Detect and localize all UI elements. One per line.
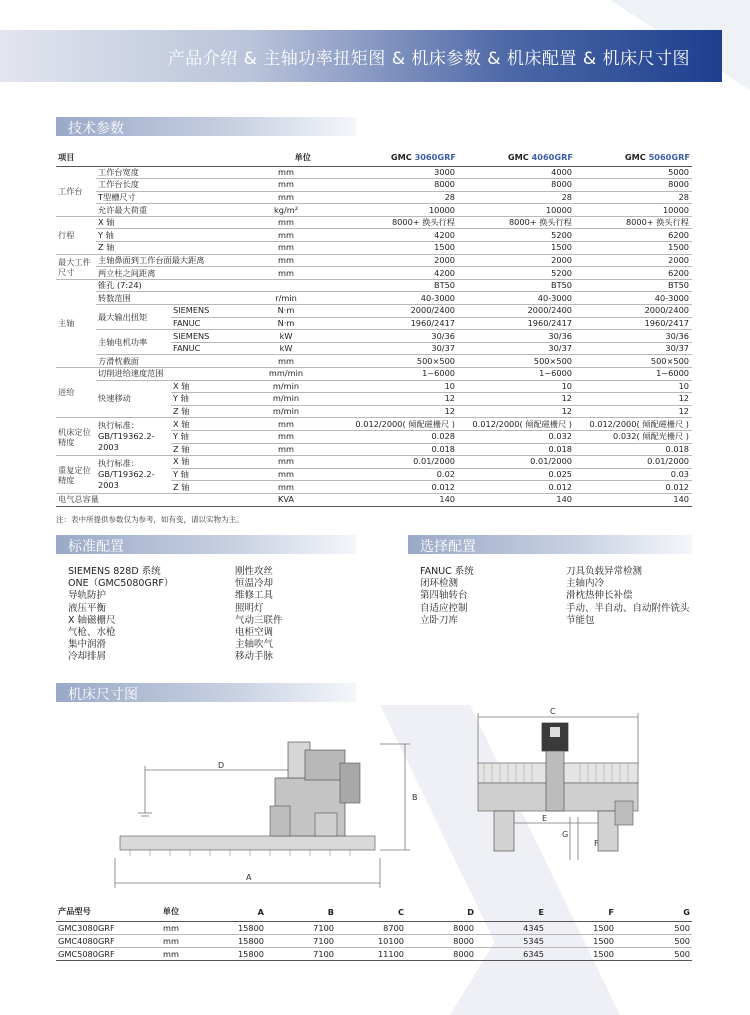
table-cell: 8000+ 换头行程 bbox=[575, 216, 692, 229]
table-cell: 1500 bbox=[546, 947, 616, 960]
table-cell: 7100 bbox=[266, 934, 336, 947]
list-item: 气枪、水枪 bbox=[68, 627, 116, 639]
list-item: 主轴内冷 bbox=[566, 578, 605, 590]
table-row bbox=[56, 921, 692, 934]
table-cell: 1500 bbox=[458, 242, 575, 255]
table-cell: m/min bbox=[231, 405, 341, 418]
dims-header-a: A bbox=[206, 903, 266, 921]
table-cell: 5000 bbox=[575, 166, 692, 179]
dimension-label-e: E bbox=[542, 814, 548, 823]
group-label-maxwork: 最大工件尺寸 bbox=[56, 254, 96, 279]
table-cell: 12 bbox=[458, 393, 575, 406]
table-cell: 1960/2417 bbox=[341, 317, 458, 330]
table-cell: mm bbox=[231, 443, 341, 456]
table-cell: 主轴电机功率 bbox=[96, 330, 171, 355]
dimensions-table bbox=[56, 903, 692, 961]
table-cell: mm bbox=[136, 921, 206, 934]
dims-header-unit: 单位 bbox=[136, 903, 206, 921]
table-cell: mm bbox=[231, 355, 341, 368]
table-cell: 10100 bbox=[336, 934, 406, 947]
table-cell: 1500 bbox=[341, 242, 458, 255]
table-cell: 30/37 bbox=[341, 342, 458, 355]
table-cell: mm/min bbox=[231, 368, 341, 381]
table-cell: 15800 bbox=[206, 947, 266, 960]
table-cell: Z 轴 bbox=[171, 481, 231, 494]
dims-header-row bbox=[56, 903, 692, 921]
table-cell: 0.01/2000 bbox=[575, 456, 692, 469]
table-cell: 1500 bbox=[546, 921, 616, 934]
table-cell: 5200 bbox=[458, 267, 575, 280]
table-cell: 12 bbox=[575, 393, 692, 406]
list-item: X 轴磁栅尺 bbox=[68, 614, 116, 626]
table-cell: 12 bbox=[575, 405, 692, 418]
table-cell: 0.018 bbox=[575, 443, 692, 456]
table-cell: mm bbox=[231, 267, 341, 280]
table-cell: mm bbox=[231, 229, 341, 242]
table-cell: kW bbox=[231, 330, 341, 343]
table-cell: 500×500 bbox=[341, 355, 458, 368]
dims-header-f: F bbox=[546, 903, 616, 921]
list-item: 集中润滑 bbox=[68, 639, 107, 651]
table-cell: 140 bbox=[575, 493, 692, 506]
group-label-feed: 进给 bbox=[56, 368, 96, 418]
table-cell: 7100 bbox=[266, 921, 336, 934]
section-header-tech bbox=[56, 117, 356, 136]
table-cell: 0.01/2000 bbox=[341, 456, 458, 469]
table-cell: 1500 bbox=[546, 934, 616, 947]
table-cell: 12 bbox=[341, 405, 458, 418]
standard-config-col1 bbox=[68, 566, 173, 664]
table-cell: 8000+ 换头行程 bbox=[341, 216, 458, 229]
table-row bbox=[56, 368, 692, 381]
table-cell: 工作台长度 bbox=[96, 179, 231, 192]
list-item: 冷却排屑 bbox=[68, 651, 107, 663]
table-cell: 4000 bbox=[458, 166, 575, 179]
table-cell: 0.012 bbox=[575, 481, 692, 494]
table-cell: 500×500 bbox=[458, 355, 575, 368]
table-row bbox=[56, 267, 692, 280]
section-title-optional: 选择配置 bbox=[420, 539, 476, 555]
table-cell: 0.018 bbox=[341, 443, 458, 456]
list-item: 维修工具 bbox=[235, 590, 274, 602]
list-item: 恒温冷却 bbox=[235, 578, 274, 590]
table-row bbox=[56, 380, 692, 393]
table-row bbox=[56, 191, 692, 204]
dims-header-b: B bbox=[266, 903, 336, 921]
list-item: SIEMENS 828D 系统 bbox=[68, 566, 161, 577]
list-item: ONE（GMC5080GRF） bbox=[68, 578, 174, 590]
table-cell: mm bbox=[231, 191, 341, 204]
table-cell: mm bbox=[136, 947, 206, 960]
table-cell: mm bbox=[231, 468, 341, 481]
table-cell bbox=[231, 279, 341, 292]
dims-header-g: G bbox=[616, 903, 692, 921]
side-view-drawing bbox=[110, 728, 430, 898]
table-row bbox=[56, 947, 692, 960]
table-cell: 8000 bbox=[406, 934, 476, 947]
table-cell: 两立柱之间距离 bbox=[96, 267, 231, 280]
table-cell: 0.018 bbox=[458, 443, 575, 456]
table-cell: 1~6000 bbox=[341, 368, 458, 381]
list-item: 节能包 bbox=[566, 614, 595, 626]
table-cell: 快速移动 bbox=[96, 380, 171, 418]
standard-config-col2 bbox=[235, 566, 283, 664]
table-cell: 11100 bbox=[336, 947, 406, 960]
table-cell: Y 轴 bbox=[171, 430, 231, 443]
table-cell: 10000 bbox=[341, 204, 458, 217]
table-row bbox=[56, 179, 692, 192]
table-cell: 28 bbox=[575, 191, 692, 204]
table-cell: 0.03 bbox=[575, 468, 692, 481]
table-cell: BT50 bbox=[458, 279, 575, 292]
table-cell: 10 bbox=[575, 380, 692, 393]
table-cell: kg/m² bbox=[231, 204, 341, 217]
table-cell: 方滑枕截面 bbox=[96, 355, 231, 368]
section-title-standard: 标准配置 bbox=[68, 539, 124, 555]
table-cell: 30/37 bbox=[575, 342, 692, 355]
spec-header-item: 项目 bbox=[56, 150, 96, 166]
list-item: 刚性攻丝 bbox=[235, 566, 274, 577]
list-item: 气动三联件 bbox=[235, 614, 283, 626]
table-row bbox=[56, 355, 692, 368]
spec-header-unit: 单位 bbox=[231, 150, 341, 166]
table-cell: 允许最大荷重 bbox=[96, 204, 231, 217]
table-cell: 1~6000 bbox=[458, 368, 575, 381]
table-cell: X 轴 bbox=[171, 418, 231, 431]
optional-config-col2 bbox=[566, 566, 690, 627]
table-cell: r/min bbox=[231, 292, 341, 305]
table-cell: FANUC bbox=[171, 317, 231, 330]
table-cell: GMC4080GRF bbox=[56, 934, 136, 947]
table-cell: 2000/2400 bbox=[341, 305, 458, 318]
table-cell: 0.032 bbox=[458, 430, 575, 443]
table-row bbox=[56, 229, 692, 242]
table-cell: 30/36 bbox=[458, 330, 575, 343]
dimension-label-b: B bbox=[412, 793, 418, 802]
table-cell: Z 轴 bbox=[96, 242, 231, 255]
table-cell: N·m bbox=[231, 305, 341, 318]
table-cell: N·m bbox=[231, 317, 341, 330]
table-cell: 40-3000 bbox=[458, 292, 575, 305]
section-header-standard bbox=[56, 535, 356, 554]
table-cell: SIEMENS bbox=[171, 330, 231, 343]
spec-table bbox=[56, 150, 692, 507]
table-cell: 4200 bbox=[341, 229, 458, 242]
table-cell: 4200 bbox=[341, 267, 458, 280]
table-cell: 500 bbox=[616, 921, 692, 934]
table-cell: Z 轴 bbox=[171, 443, 231, 456]
table-cell: 0.025 bbox=[458, 468, 575, 481]
table-cell: 8000+ 换头行程 bbox=[458, 216, 575, 229]
table-cell: X 轴 bbox=[171, 456, 231, 469]
table-cell: FANUC bbox=[171, 342, 231, 355]
table-row bbox=[56, 254, 692, 267]
table-cell: mm bbox=[231, 179, 341, 192]
group-label-workbench: 工作台 bbox=[56, 166, 96, 216]
table-cell: 锥孔 (7:24) bbox=[96, 279, 231, 292]
table-cell: m/min bbox=[231, 380, 341, 393]
table-cell: 主轴鼻面到工作台面最大距离 bbox=[96, 254, 231, 267]
page-title: 产品介绍 & 主轴功率扭矩图 & 机床参数 & 机床配置 & 机床尺寸图 bbox=[167, 49, 690, 69]
table-cell: Y 轴 bbox=[96, 229, 231, 242]
dimension-label-c: C bbox=[550, 707, 556, 716]
table-cell: 8000 bbox=[458, 179, 575, 192]
list-item: 自适应控制 bbox=[420, 602, 468, 614]
list-item: 手动、半自动、自动附件铣头 bbox=[566, 602, 690, 614]
table-cell: mm bbox=[231, 242, 341, 255]
spec-note: 注：表中所提供参数仅为参考，如有变，请以实物为主。 bbox=[56, 515, 244, 524]
table-cell: mm bbox=[136, 934, 206, 947]
table-cell: SIEMENS bbox=[171, 305, 231, 318]
table-cell: 2000 bbox=[341, 254, 458, 267]
table-cell: X 轴 bbox=[96, 216, 231, 229]
table-cell: 10000 bbox=[458, 204, 575, 217]
table-row bbox=[56, 204, 692, 217]
table-cell: mm bbox=[231, 216, 341, 229]
table-cell: 1960/2417 bbox=[575, 317, 692, 330]
header-banner bbox=[0, 30, 722, 82]
table-cell: 5200 bbox=[458, 229, 575, 242]
table-cell: 40-3000 bbox=[575, 292, 692, 305]
table-cell: 8000 bbox=[575, 179, 692, 192]
table-cell: 10 bbox=[458, 380, 575, 393]
table-cell: Y 轴 bbox=[171, 468, 231, 481]
table-cell: T型槽尺寸 bbox=[96, 191, 231, 204]
table-cell: 执行标准：GB/T19362.2-2003 bbox=[96, 456, 171, 494]
table-cell: 2000/2400 bbox=[458, 305, 575, 318]
table-cell: 1960/2417 bbox=[458, 317, 575, 330]
table-cell: 6345 bbox=[476, 947, 546, 960]
spec-header-model-3: GMC 5060GRF bbox=[575, 150, 692, 166]
table-cell: mm bbox=[231, 254, 341, 267]
table-row bbox=[56, 279, 692, 292]
table-cell: 切削进给速度范围 bbox=[96, 368, 231, 381]
table-cell: 15800 bbox=[206, 921, 266, 934]
table-cell: 6200 bbox=[575, 267, 692, 280]
spec-header-model-1: GMC 3060GRF bbox=[341, 150, 458, 166]
table-cell: 0.012 bbox=[458, 481, 575, 494]
group-label-travel: 行程 bbox=[56, 216, 96, 254]
table-cell: 0.012/2000( 倾配磁栅尺 ) bbox=[575, 418, 692, 431]
table-row bbox=[56, 305, 692, 318]
table-cell: BT50 bbox=[575, 279, 692, 292]
table-cell: 0.012 bbox=[341, 481, 458, 494]
table-cell: 7100 bbox=[266, 947, 336, 960]
group-label-spindle: 主轴 bbox=[56, 279, 96, 367]
table-cell: 2000/2400 bbox=[575, 305, 692, 318]
table-cell: 4345 bbox=[476, 921, 546, 934]
list-item: 照明灯 bbox=[235, 602, 264, 614]
table-cell: 10 bbox=[341, 380, 458, 393]
table-cell: 8000 bbox=[341, 179, 458, 192]
table-row bbox=[56, 216, 692, 229]
table-cell: 2000 bbox=[458, 254, 575, 267]
table-cell: 12 bbox=[458, 405, 575, 418]
section-header-optional bbox=[408, 535, 692, 554]
list-item: 导轨防护 bbox=[68, 590, 107, 602]
table-cell: 140 bbox=[341, 493, 458, 506]
list-item: 移动手脉 bbox=[235, 651, 274, 663]
group-label-power: 电气总容量 bbox=[56, 493, 231, 506]
front-view-drawing bbox=[470, 705, 645, 865]
table-cell: 1~6000 bbox=[575, 368, 692, 381]
table-cell: 500 bbox=[616, 934, 692, 947]
table-cell: 1500 bbox=[575, 242, 692, 255]
table-cell: 0.02 bbox=[341, 468, 458, 481]
table-cell: Y 轴 bbox=[171, 393, 231, 406]
table-cell: 0.028 bbox=[341, 430, 458, 443]
table-cell: mm bbox=[231, 430, 341, 443]
section-header-dimension bbox=[56, 683, 356, 702]
table-cell: GMC3080GRF bbox=[56, 921, 136, 934]
group-label-rep: 重复定位精度 bbox=[56, 456, 96, 494]
dims-header-c: C bbox=[336, 903, 406, 921]
table-cell: 转数范围 bbox=[96, 292, 231, 305]
table-cell: 8700 bbox=[336, 921, 406, 934]
table-cell: 3000 bbox=[341, 166, 458, 179]
section-title-dimension: 机床尺寸图 bbox=[68, 687, 138, 703]
spec-header-row bbox=[56, 150, 692, 166]
table-cell: kW bbox=[231, 342, 341, 355]
table-cell: X 轴 bbox=[171, 380, 231, 393]
table-cell: 500 bbox=[616, 947, 692, 960]
list-item: 主轴吹气 bbox=[235, 639, 274, 651]
table-cell: mm bbox=[231, 481, 341, 494]
table-cell: 8000 bbox=[406, 947, 476, 960]
table-cell: 6200 bbox=[575, 229, 692, 242]
table-cell: GMC5080GRF bbox=[56, 947, 136, 960]
table-cell: 最大输出扭矩 bbox=[96, 305, 171, 330]
table-row bbox=[56, 493, 692, 506]
table-row bbox=[56, 934, 692, 947]
table-cell: 140 bbox=[458, 493, 575, 506]
table-cell: 15800 bbox=[206, 934, 266, 947]
table-cell: 12 bbox=[341, 393, 458, 406]
dimension-label-a: A bbox=[246, 873, 252, 882]
table-cell: 工作台宽度 bbox=[96, 166, 231, 179]
list-item: 第四轴转台 bbox=[420, 590, 468, 602]
table-cell: 执行标准：GB/T19362.2-2003 bbox=[96, 418, 171, 456]
list-item: 立卧刀库 bbox=[420, 614, 459, 626]
table-cell: 30/36 bbox=[341, 330, 458, 343]
list-item: 滑枕热伸长补偿 bbox=[566, 590, 633, 602]
table-row bbox=[56, 418, 692, 431]
table-row bbox=[56, 456, 692, 469]
table-cell: 0.01/2000 bbox=[458, 456, 575, 469]
group-label-pos: 机床定位精度 bbox=[56, 418, 96, 456]
table-cell: 28 bbox=[341, 191, 458, 204]
dims-header-d: D bbox=[406, 903, 476, 921]
dimension-label-f: F bbox=[594, 839, 599, 848]
list-item: 闭环检测 bbox=[420, 578, 459, 590]
table-cell: mm bbox=[231, 166, 341, 179]
table-cell: 8000 bbox=[406, 921, 476, 934]
table-cell: 30/36 bbox=[575, 330, 692, 343]
table-cell: 10000 bbox=[575, 204, 692, 217]
table-cell: KVA bbox=[231, 493, 341, 506]
table-cell: 40-3000 bbox=[341, 292, 458, 305]
table-cell: 30/37 bbox=[458, 342, 575, 355]
table-cell: Z 轴 bbox=[171, 405, 231, 418]
table-cell: mm bbox=[231, 456, 341, 469]
dims-header-model: 产品型号 bbox=[56, 903, 136, 921]
spec-header-model-2: GMC 4060GRF bbox=[458, 150, 575, 166]
table-cell: mm bbox=[231, 418, 341, 431]
table-row bbox=[56, 330, 692, 343]
optional-config-col1 bbox=[420, 566, 474, 627]
table-cell: 0.032( 倾配光栅尺 ) bbox=[575, 430, 692, 443]
list-item: 刀具负载异常检测 bbox=[566, 566, 643, 577]
list-item: 液压平衡 bbox=[68, 602, 107, 614]
table-row bbox=[56, 292, 692, 305]
table-cell: 0.012/2000( 倾配磁栅尺 ) bbox=[341, 418, 458, 431]
table-cell: 0.012/2000( 倾配磁栅尺 ) bbox=[458, 418, 575, 431]
table-cell: 28 bbox=[458, 191, 575, 204]
dimension-label-g: G bbox=[562, 830, 569, 839]
table-cell: 5345 bbox=[476, 934, 546, 947]
table-cell: BT50 bbox=[341, 279, 458, 292]
list-item: FANUC 系统 bbox=[420, 566, 474, 577]
dims-header-e: E bbox=[476, 903, 546, 921]
table-cell: 2000 bbox=[575, 254, 692, 267]
section-title-tech: 技术参数 bbox=[68, 121, 124, 137]
table-cell: 500×500 bbox=[575, 355, 692, 368]
table-cell: m/min bbox=[231, 393, 341, 406]
dimension-label-d: D bbox=[218, 761, 225, 770]
table-row bbox=[56, 166, 692, 179]
list-item: 电柜空调 bbox=[235, 627, 274, 639]
table-row bbox=[56, 242, 692, 255]
